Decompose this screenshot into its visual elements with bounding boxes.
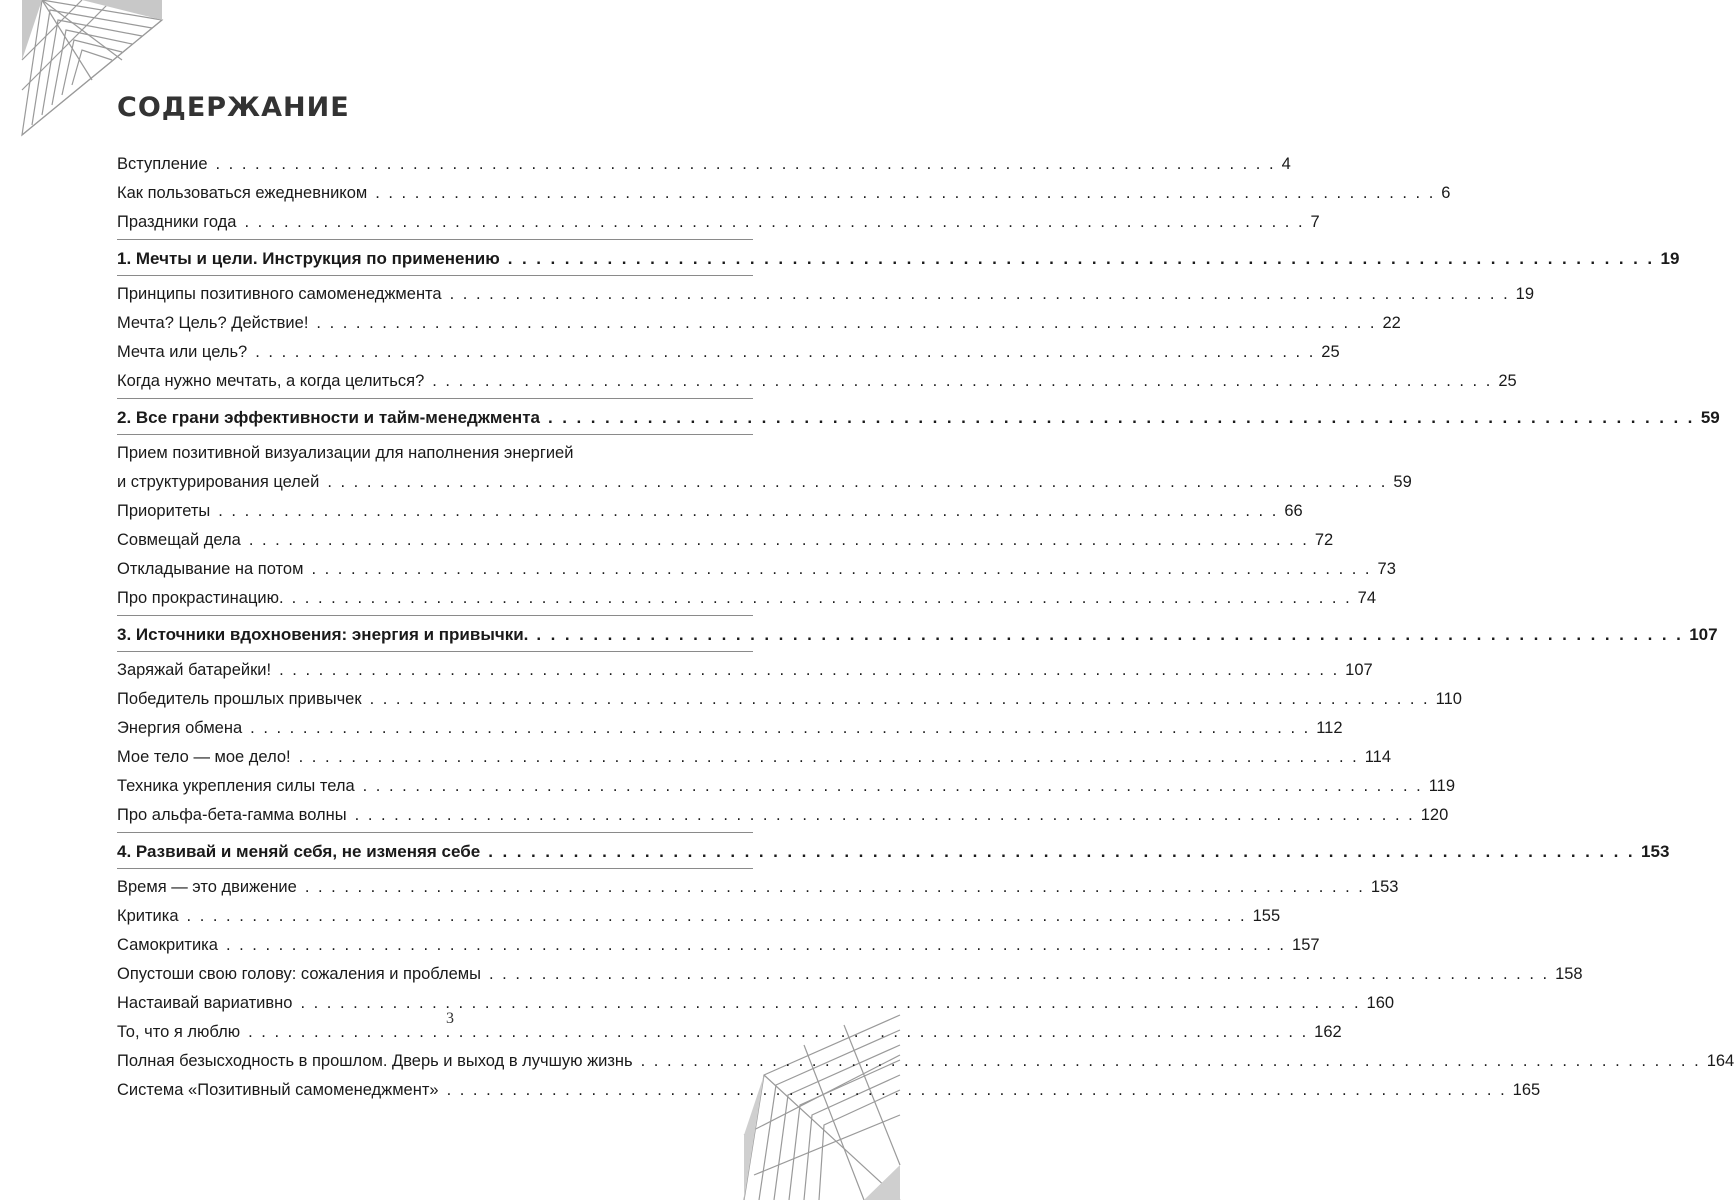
toc-entry[interactable]	[117, 555, 1396, 584]
toc-entry-label: Мечта? Цель? Действие!	[117, 314, 309, 332]
dot-leader: . . . . . . . . . . . . . . . . . . . . . . . . . . . . . . . . . . . . . . . . . . . . . . . . . . . . . . . . . . . . . . . . . . . . . . . . . . . . . . . . .	[186, 907, 1247, 925]
dot-leader: . . . . . . . . . . . . . . . . . . . . . . . . . . . . . . . . . . . . . . . . . . . . . . . . . . . . . . . . . . . . . . . . . . . . . . . . . . . . . . . . .	[489, 965, 1550, 983]
toc-entry[interactable]	[117, 338, 1340, 367]
dot-leader: . . . . . . . . . . . . . . . . . . . . . . . . . . . . . . . . . . . . . . . . . . . . . . . . . . . . . . . . . . . . . . . . . . . . . . . . . . . . . . . . .	[225, 936, 1287, 954]
dot-leader: . . . . . . . . . . . . . . . . . . . . . . . . . . . . . . . . . . . . . . . . . . . . . . . . . . . . . . . . . . . . . . . . . . . . . . . . . . . . . . . . .	[362, 777, 1423, 795]
dot-leader: . . . . . . . . . . . . . . . . . . . . . . . . . . . . . . . . . . . . . . . . . . . . . . . . . . . . . . . . . . . . . . . . . . . . . . . . . . . . . . . . .	[215, 155, 1276, 173]
toc-chapter[interactable]	[117, 620, 1718, 649]
section-divider	[117, 275, 753, 276]
toc-entry-label: Мое тело — мое дело!	[117, 748, 291, 766]
toc-entry-page: 165	[1512, 1081, 1541, 1099]
toc-chapter[interactable]	[117, 244, 1680, 273]
section-divider	[117, 434, 753, 435]
toc-entry[interactable]	[117, 714, 1343, 743]
toc-entry[interactable]	[117, 873, 1399, 902]
dot-leader: . . . . . . . . . . . . . . . . . . . . . . . . . . . . . . . . . . . . . . . . . . . . . . . . . . . . . . . . . . . . . . . . . . . . . . . . . . . . . . . . .	[432, 372, 1493, 390]
dot-leader: . . . . . . . . . . . . . . . . . . . . . . . . . . . . . . . . . . . . . . . . . . . . . . . . . . . . . . . . . . . . . . . . . . . . . . . . . . . . . . . . .	[547, 408, 1695, 427]
section-divider	[117, 615, 753, 616]
toc-entry-page: 6	[1441, 184, 1451, 202]
toc-entry[interactable]	[117, 179, 1451, 208]
toc-entry-page: 7	[1310, 213, 1320, 231]
toc-chapter[interactable]	[117, 837, 1670, 866]
toc-entry-multiline[interactable]	[117, 439, 1412, 497]
toc-entry-page: 155	[1252, 907, 1281, 925]
toc-entry-page: 19	[1515, 285, 1535, 303]
dot-leader: . . . . . . . . . . . . . . . . . . . . . . . . . . . . . . . . . . . . . . . . . . . . . . . . . . . . . . . . . . . . . . . . . . . . . . . . . . . . . . . . .	[298, 748, 1359, 766]
toc-entry-page: 162	[1314, 1023, 1342, 1041]
dot-leader: . . . . . . . . . . . . . . . . . . . . . . . . . . . . . . . . . . . . . . . . . . . . . . . . . . . . . . . . . . . . . . . . . . . . . . . . . . . . . . . . .	[279, 661, 1340, 679]
toc-entry[interactable]	[117, 1047, 1734, 1076]
toc-entry-page: 158	[1555, 965, 1583, 983]
toc-entry-page: 74	[1357, 589, 1377, 607]
toc-entry-page: 164	[1706, 1052, 1734, 1070]
toc-entry-page: 153	[1370, 878, 1399, 896]
toc-entry[interactable]	[117, 931, 1320, 960]
toc-entry-page: 114	[1364, 748, 1392, 766]
dot-leader: . . . . . . . . . . . . . . . . . . . . . . . . . . . . . . . . . . . . . . . . . . . . . . . . . . . . . . . . . . . . . . . . . . . . . . . . . . . . . . . . .	[244, 213, 1305, 231]
dot-leader: . . . . . . . . . . . . . . . . . . . . . . . . . . . . . . . . . . . . . . . . . . . . . . . . . . . . . . . . . . . . . . . . . . . . . . . . . . . . . . . . .	[536, 625, 1684, 644]
dot-leader: . . . . . . . . . . . . . . . . . . . . . . . . . . . . . . . . . . . . . . . . . . . . . . . . . . . . . . . . . . . . . . . . . . . . . . . . . . . . . . . . .	[248, 531, 1309, 549]
dot-leader: . . . . . . . . . . . . . . . . . . . . . . . . . . . . . . . . . . . . . . . . . . . . . . . . . . . . . . . . . . . . . . . . . . . . . . . . . . . . . . . . .	[369, 690, 1430, 708]
toc-entry-page: 107	[1345, 661, 1373, 679]
section-divider	[117, 868, 753, 869]
toc-entry-page: 25	[1321, 343, 1340, 361]
toc-entry[interactable]	[117, 280, 1535, 309]
section-divider	[117, 398, 753, 399]
dot-leader: . . . . . . . . . . . . . . . . . . . . . . . . . . . . . . . . . . . . . . . . . . . . . . . . . . . . . . . . . . . . . . . . . . . . . . . . . . . . . . . . .	[250, 719, 1311, 737]
dot-leader: . . . . . . . . . . . . . . . . . . . . . . . . . . . . . . . . . . . . . . . . . . . . . . . . . . . . . . . . . . . . . . . . . . . . . . . . . . . . . . . . .	[375, 184, 1436, 202]
toc-chapter-label: 2. Все грани эффективности и тайм-менеджмента	[117, 408, 540, 427]
dot-leader: . . . . . . . . . . . . . . . . . . . . . . . . . . . . . . . . . . . . . . . . . . . . . . . . . . . . . . . . . . . . . . . . . . . . . . . . . . . . . . . . .	[327, 473, 1388, 491]
toc-entry[interactable]	[117, 772, 1456, 801]
toc-entry-page: 112	[1316, 719, 1343, 737]
toc-entry-label-line1: Прием позитивной визуализации для наполнения энергией	[117, 444, 574, 462]
toc-entry-page: 160	[1366, 994, 1395, 1012]
toc-entry-label: Настаивай вариативно	[117, 994, 293, 1012]
dot-leader: . . . . . . . . . . . . . . . . . . . . . . . . . . . . . . . . . . . . . . . . . . . . . . . . . . . . . . . . . . . . . . . . . . . . . . . . . . . . . . . . .	[446, 1081, 1507, 1099]
dot-leader: . . . . . . . . . . . . . . . . . . . . . . . . . . . . . . . . . . . . . . . . . . . . . . . . . . . . . . . . . . . . . . . . . . . . . . . . . . . . . . . . .	[640, 1052, 1701, 1070]
dot-leader: . . . . . . . . . . . . . . . . . . . . . . . . . . . . . . . . . . . . . . . . . . . . . . . . . . . . . . . . . . . . . . . . . . . . . . . . . . . . . . . . .	[316, 314, 1377, 332]
table-of-contents	[117, 150, 1734, 1105]
toc-entry-page: 110	[1435, 690, 1462, 708]
toc-entry[interactable]	[117, 1076, 1541, 1105]
toc-entry-label: Как пользоваться ежедневником	[117, 184, 368, 202]
toc-entry	[117, 468, 1412, 497]
toc-entry-label: То, что я люблю	[117, 1023, 241, 1041]
toc-entry-label: Полная безысходность в прошлом. Дверь и выход в лучшую жизнь	[117, 1052, 633, 1070]
toc-entry-page: 157	[1292, 936, 1320, 954]
toc-entry-label: Самокритика	[117, 936, 218, 954]
dot-leader: . . . . . . . . . . . . . . . . . . . . . . . . . . . . . . . . . . . . . . . . . . . . . . . . . . . . . . . . . . . . . . . . . . . . . . . . . . . . . . . . .	[304, 878, 1365, 896]
toc-chapter-page: 59	[1700, 408, 1720, 427]
toc-entry[interactable]	[117, 526, 1334, 555]
dot-leader: . . . . . . . . . . . . . . . . . . . . . . . . . . . . . . . . . . . . . . . . . . . . . . . . . . . . . . . . . . . . . . . . . . . . . . . . . . . . . . . . .	[311, 560, 1372, 578]
toc-entry[interactable]	[117, 685, 1462, 714]
toc-entry-label: Система «Позитивный самоменеджмент»	[117, 1081, 439, 1099]
dot-leader: . . . . . . . . . . . . . . . . . . . . . . . . . . . . . . . . . . . . . . . . . . . . . . . . . . . . . . . . . . . . . . . . . . . . . . . . . . . . . . . . .	[488, 842, 1636, 861]
toc-entry[interactable]	[117, 902, 1281, 931]
toc-chapter-label: 1. Мечты и цели. Инструкция по применению	[117, 249, 500, 268]
toc-entry-label: Когда нужно мечтать, а когда целиться?	[117, 372, 425, 390]
toc-entry-label: Энергия обмена	[117, 719, 243, 737]
toc-chapter-page: 19	[1660, 249, 1680, 268]
toc-entry-label: Критика	[117, 907, 179, 925]
toc-entry[interactable]	[117, 150, 1291, 179]
toc-entry-label: Праздники года	[117, 213, 237, 231]
toc-chapter[interactable]	[117, 403, 1720, 432]
toc-entry-label: Принципы позитивного самоменеджмента	[117, 285, 442, 303]
toc-entry-label: Техника укрепления силы тела	[117, 777, 355, 795]
toc-entry-page: 59	[1393, 473, 1412, 491]
dot-leader: . . . . . . . . . . . . . . . . . . . . . . . . . . . . . . . . . . . . . . . . . . . . . . . . . . . . . . . . . . . . . . . . . . . . . . . . . . . . . . . . .	[218, 502, 1279, 520]
dot-leader: . . . . . . . . . . . . . . . . . . . . . . . . . . . . . . . . . . . . . . . . . . . . . . . . . . . . . . . . . . . . . . . . . . . . . . . . . . . . . . . . .	[248, 1023, 1309, 1041]
page-number: 3	[446, 1010, 454, 1027]
toc-entry-label: Про альфа-бета-гамма волны	[117, 806, 347, 824]
toc-entry-label: Мечта или цель?	[117, 343, 248, 361]
dot-leader: . . . . . . . . . . . . . . . . . . . . . . . . . . . . . . . . . . . . . . . . . . . . . . . . . . . . . . . . . . . . . . . . . . . . . . . . . . . . . . . . .	[291, 589, 1352, 607]
dot-leader: . . . . . . . . . . . . . . . . . . . . . . . . . . . . . . . . . . . . . . . . . . . . . . . . . . . . . . . . . . . . . . . . . . . . . . . . . . . . . . . . .	[300, 994, 1361, 1012]
toc-entry-label: Вступление	[117, 155, 208, 173]
toc-entry[interactable]	[117, 497, 1303, 526]
section-divider	[117, 651, 753, 652]
toc-entry[interactable]	[117, 367, 1517, 396]
dot-leader: . . . . . . . . . . . . . . . . . . . . . . . . . . . . . . . . . . . . . . . . . . . . . . . . . . . . . . . . . . . . . . . . . . . . . . . . . . . . . . . . .	[354, 806, 1415, 824]
toc-entry[interactable]	[117, 309, 1401, 338]
toc-chapter-label: 3. Источники вдохновения: энергия и привычки.	[117, 625, 529, 644]
toc-entry[interactable]	[117, 208, 1320, 237]
toc-entry[interactable]	[117, 801, 1449, 830]
toc-entry-page: 4	[1281, 155, 1291, 173]
dot-leader: . . . . . . . . . . . . . . . . . . . . . . . . . . . . . . . . . . . . . . . . . . . . . . . . . . . . . . . . . . . . . . . . . . . . . . . . . . . . . . . . .	[507, 249, 1655, 268]
toc-entry-page: 22	[1382, 314, 1401, 332]
toc-entry-page: 25	[1498, 372, 1517, 390]
toc-entry[interactable]	[117, 960, 1583, 989]
toc-entry-page: 66	[1284, 502, 1303, 520]
toc-entry-label: Победитель прошлых привычек	[117, 690, 362, 708]
section-divider	[117, 239, 753, 240]
toc-entry-label: Приоритеты	[117, 502, 211, 520]
toc-chapter-page: 107	[1689, 625, 1718, 644]
toc-entry[interactable]	[117, 584, 1377, 613]
toc-entry-label: Откладывание на потом	[117, 560, 304, 578]
dot-leader: . . . . . . . . . . . . . . . . . . . . . . . . . . . . . . . . . . . . . . . . . . . . . . . . . . . . . . . . . . . . . . . . . . . . . . . . . . . . . . . . .	[255, 343, 1316, 361]
toc-entry-label: Совмещай дела	[117, 531, 241, 549]
toc-entry-label: Заряжай батарейки!	[117, 661, 272, 679]
toc-entry[interactable]	[117, 743, 1392, 772]
toc-entry-page: 72	[1314, 531, 1334, 549]
toc-entry-label: Время — это движение	[117, 878, 297, 896]
toc-entry-page: 120	[1420, 806, 1449, 824]
toc-entry[interactable]	[117, 656, 1373, 685]
toc-chapter-label: 4. Развивай и меняй себя, не изменяя себе	[117, 842, 481, 861]
toc-chapter-page: 153	[1641, 842, 1670, 861]
toc-entry-label: и структурирования целей	[117, 473, 320, 491]
section-divider	[117, 832, 753, 833]
toc-entry-label: Опустоши свою голову: сожаления и проблемы	[117, 965, 482, 983]
toc-entry-page: 73	[1377, 560, 1396, 578]
toc-entry-page: 119	[1428, 777, 1456, 795]
page-title: СОДЕРЖАНИЕ	[117, 92, 350, 123]
dot-leader: . . . . . . . . . . . . . . . . . . . . . . . . . . . . . . . . . . . . . . . . . . . . . . . . . . . . . . . . . . . . . . . . . . . . . . . . . . . . . . . . .	[449, 285, 1510, 303]
toc-entry-label: Про прокрастинацию.	[117, 589, 284, 607]
